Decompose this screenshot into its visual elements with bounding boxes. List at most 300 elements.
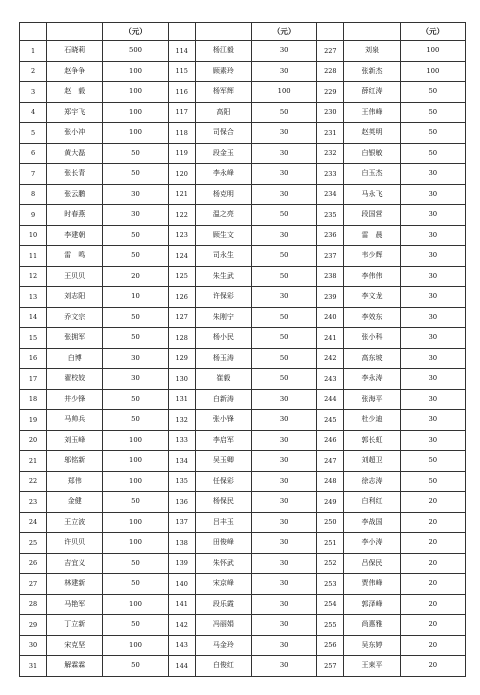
number-cell-1: 25 <box>20 533 47 554</box>
name-cell-2: 顾生文 <box>195 225 251 246</box>
header-number-3 <box>317 23 344 41</box>
table-row <box>20 471 466 492</box>
name-cell-1: 金健 <box>47 492 103 513</box>
amount-cell-2: 30 <box>252 512 317 533</box>
number-cell-2: 114 <box>168 41 195 62</box>
number-cell-1: 7 <box>20 164 47 185</box>
amount-cell-2: 50 <box>252 307 317 328</box>
header-amount-3: （元） <box>400 23 465 41</box>
amount-cell-2: 30 <box>252 164 317 185</box>
number-cell-2: 128 <box>168 328 195 349</box>
amount-cell-3: 50 <box>400 143 465 164</box>
name-cell-3: 赵英明 <box>344 123 400 144</box>
name-cell-2: 温之亮 <box>195 205 251 226</box>
amount-cell-3: 30 <box>400 184 465 205</box>
amount-cell-2: 30 <box>252 410 317 431</box>
name-cell-1: 雷 鸣 <box>47 246 103 267</box>
number-cell-2: 119 <box>168 143 195 164</box>
number-cell-1: 2 <box>20 61 47 82</box>
amount-cell-2: 30 <box>252 533 317 554</box>
amount-cell-3: 20 <box>400 533 465 554</box>
name-cell-2: 任保彩 <box>195 471 251 492</box>
name-cell-2: 朱刚宁 <box>195 307 251 328</box>
table-row <box>20 41 466 62</box>
name-cell-2: 田俊峰 <box>195 533 251 554</box>
table-row <box>20 143 466 164</box>
amount-cell-3: 30 <box>400 205 465 226</box>
number-cell-3: 250 <box>317 512 344 533</box>
name-cell-2: 李永峰 <box>195 164 251 185</box>
name-cell-3: 杜少迪 <box>344 410 400 431</box>
name-cell-3: 王束平 <box>344 656 400 677</box>
table-row <box>20 225 466 246</box>
header-number-1 <box>20 23 47 41</box>
number-cell-3: 252 <box>317 553 344 574</box>
table-row <box>20 328 466 349</box>
header-name-3 <box>344 23 400 41</box>
table-row <box>20 246 466 267</box>
name-cell-1: 丁立新 <box>47 615 103 636</box>
number-cell-3: 243 <box>317 369 344 390</box>
table-row <box>20 389 466 410</box>
name-cell-2: 朱怀武 <box>195 553 251 574</box>
name-cell-1: 马帅兵 <box>47 410 103 431</box>
number-cell-1: 1 <box>20 41 47 62</box>
amount-cell-1: 100 <box>103 533 168 554</box>
name-cell-1: 张小冲 <box>47 123 103 144</box>
number-cell-2: 116 <box>168 82 195 103</box>
number-cell-2: 142 <box>168 615 195 636</box>
amount-cell-3: 30 <box>400 348 465 369</box>
amount-cell-3: 30 <box>400 225 465 246</box>
number-cell-1: 19 <box>20 410 47 431</box>
name-cell-2: 宋京峰 <box>195 574 251 595</box>
number-cell-2: 143 <box>168 635 195 656</box>
name-cell-3: 雷 晨 <box>344 225 400 246</box>
name-cell-3: 白玉杰 <box>344 164 400 185</box>
name-cell-1: 翟校姣 <box>47 369 103 390</box>
table-body <box>20 41 466 677</box>
amount-cell-2: 50 <box>252 369 317 390</box>
name-cell-3: 刘泉 <box>344 41 400 62</box>
name-cell-2: 高阳 <box>195 102 251 123</box>
number-cell-2: 144 <box>168 656 195 677</box>
amount-cell-3: 50 <box>400 82 465 103</box>
name-cell-3: 白利红 <box>344 492 400 513</box>
name-cell-3: 李小涛 <box>344 533 400 554</box>
amount-cell-1: 100 <box>103 123 168 144</box>
name-cell-2: 杨江毅 <box>195 41 251 62</box>
name-cell-1: 黄大磊 <box>47 143 103 164</box>
name-cell-1: 刘玉峰 <box>47 430 103 451</box>
amount-cell-1: 50 <box>103 307 168 328</box>
table-row <box>20 656 466 677</box>
number-cell-1: 5 <box>20 123 47 144</box>
number-cell-3: 251 <box>317 533 344 554</box>
number-cell-3: 234 <box>317 184 344 205</box>
name-cell-3: 李文龙 <box>344 287 400 308</box>
number-cell-1: 17 <box>20 369 47 390</box>
number-cell-3: 244 <box>317 389 344 410</box>
name-cell-3: 白银敏 <box>344 143 400 164</box>
number-cell-3: 236 <box>317 225 344 246</box>
amount-cell-1: 50 <box>103 615 168 636</box>
amount-cell-1: 50 <box>103 389 168 410</box>
number-cell-1: 31 <box>20 656 47 677</box>
name-cell-1: 王立波 <box>47 512 103 533</box>
name-cell-2: 司永生 <box>195 246 251 267</box>
table-row <box>20 369 466 390</box>
table-row <box>20 307 466 328</box>
amount-cell-3: 30 <box>400 246 465 267</box>
amount-cell-1: 30 <box>103 369 168 390</box>
header-row <box>20 23 466 41</box>
amount-cell-1: 100 <box>103 635 168 656</box>
amount-cell-3: 20 <box>400 635 465 656</box>
name-cell-1: 石晓莉 <box>47 41 103 62</box>
amount-cell-2: 50 <box>252 266 317 287</box>
name-cell-1: 许贝贝 <box>47 533 103 554</box>
number-cell-1: 22 <box>20 471 47 492</box>
amount-cell-3: 100 <box>400 61 465 82</box>
amount-cell-3: 30 <box>400 389 465 410</box>
name-cell-2: 李启军 <box>195 430 251 451</box>
amount-cell-2: 30 <box>252 471 317 492</box>
name-cell-2: 杨玉涛 <box>195 348 251 369</box>
number-cell-1: 21 <box>20 451 47 472</box>
number-cell-2: 139 <box>168 553 195 574</box>
number-cell-1: 14 <box>20 307 47 328</box>
number-cell-3: 233 <box>317 164 344 185</box>
amount-cell-3: 30 <box>400 287 465 308</box>
number-cell-1: 12 <box>20 266 47 287</box>
number-cell-3: 229 <box>317 82 344 103</box>
amount-cell-3: 30 <box>400 369 465 390</box>
amount-cell-1: 100 <box>103 102 168 123</box>
amount-cell-3: 50 <box>400 471 465 492</box>
name-cell-2: 杨军辉 <box>195 82 251 103</box>
amount-cell-2: 30 <box>252 615 317 636</box>
number-cell-1: 6 <box>20 143 47 164</box>
table-row <box>20 533 466 554</box>
name-cell-1: 时春燕 <box>47 205 103 226</box>
amount-cell-3: 20 <box>400 574 465 595</box>
table-row <box>20 184 466 205</box>
name-cell-3: 李效东 <box>344 307 400 328</box>
name-cell-1: 白博 <box>47 348 103 369</box>
amount-cell-2: 50 <box>252 348 317 369</box>
name-cell-2: 白俊红 <box>195 656 251 677</box>
name-cell-3: 马永飞 <box>344 184 400 205</box>
amount-cell-1: 100 <box>103 82 168 103</box>
amount-cell-1: 20 <box>103 266 168 287</box>
name-cell-2: 段乐霞 <box>195 594 251 615</box>
name-cell-2: 冯丽娟 <box>195 615 251 636</box>
name-cell-3: 尚惠雅 <box>344 615 400 636</box>
amount-cell-1: 100 <box>103 471 168 492</box>
header-name-1 <box>47 23 103 41</box>
name-cell-3: 刘超卫 <box>344 451 400 472</box>
number-cell-2: 123 <box>168 225 195 246</box>
table-row <box>20 512 466 533</box>
amount-cell-3: 50 <box>400 102 465 123</box>
name-cell-2: 白新涛 <box>195 389 251 410</box>
amount-cell-2: 30 <box>252 656 317 677</box>
amount-cell-2: 30 <box>252 123 317 144</box>
name-cell-1: 吉宜义 <box>47 553 103 574</box>
number-cell-1: 24 <box>20 512 47 533</box>
number-cell-2: 141 <box>168 594 195 615</box>
header-name-2 <box>195 23 251 41</box>
amount-cell-1: 10 <box>103 287 168 308</box>
name-cell-1: 郑伟 <box>47 471 103 492</box>
amount-cell-2: 100 <box>252 82 317 103</box>
amount-cell-1: 50 <box>103 553 168 574</box>
name-cell-3: 郭长虹 <box>344 430 400 451</box>
name-cell-1: 赵争争 <box>47 61 103 82</box>
amount-cell-3: 20 <box>400 512 465 533</box>
amount-cell-3: 20 <box>400 656 465 677</box>
name-cell-3: 韦少辉 <box>344 246 400 267</box>
amount-cell-1: 50 <box>103 410 168 431</box>
amount-cell-1: 50 <box>103 328 168 349</box>
amount-cell-3: 30 <box>400 307 465 328</box>
amount-cell-3: 20 <box>400 615 465 636</box>
donation-table <box>19 22 466 677</box>
amount-cell-3: 50 <box>400 451 465 472</box>
number-cell-1: 3 <box>20 82 47 103</box>
name-cell-1: 井少锋 <box>47 389 103 410</box>
number-cell-1: 11 <box>20 246 47 267</box>
number-cell-3: 242 <box>317 348 344 369</box>
amount-cell-1: 50 <box>103 246 168 267</box>
table-row <box>20 492 466 513</box>
number-cell-3: 249 <box>317 492 344 513</box>
number-cell-3: 253 <box>317 574 344 595</box>
name-cell-1: 林建新 <box>47 574 103 595</box>
number-cell-1: 30 <box>20 635 47 656</box>
table-row <box>20 205 466 226</box>
number-cell-3: 257 <box>317 656 344 677</box>
name-cell-1: 张拥军 <box>47 328 103 349</box>
number-cell-3: 227 <box>317 41 344 62</box>
number-cell-3: 246 <box>317 430 344 451</box>
table-row <box>20 102 466 123</box>
number-cell-1: 10 <box>20 225 47 246</box>
amount-cell-2: 30 <box>252 594 317 615</box>
number-cell-3: 239 <box>317 287 344 308</box>
amount-cell-1: 500 <box>103 41 168 62</box>
name-cell-2: 司保合 <box>195 123 251 144</box>
number-cell-2: 133 <box>168 430 195 451</box>
amount-cell-2: 30 <box>252 430 317 451</box>
table-row <box>20 615 466 636</box>
header-amount-1: （元） <box>103 23 168 41</box>
name-cell-2: 杨克明 <box>195 184 251 205</box>
name-cell-1: 王贝贝 <box>47 266 103 287</box>
number-cell-3: 237 <box>317 246 344 267</box>
name-cell-3: 李战国 <box>344 512 400 533</box>
number-cell-1: 9 <box>20 205 47 226</box>
number-cell-1: 23 <box>20 492 47 513</box>
amount-cell-1: 100 <box>103 61 168 82</box>
amount-cell-2: 30 <box>252 574 317 595</box>
amount-cell-1: 30 <box>103 184 168 205</box>
amount-cell-2: 50 <box>252 205 317 226</box>
name-cell-1: 解霖霖 <box>47 656 103 677</box>
table-row <box>20 635 466 656</box>
header-amount-2: （元） <box>252 23 317 41</box>
number-cell-2: 134 <box>168 451 195 472</box>
number-cell-1: 20 <box>20 430 47 451</box>
number-cell-2: 127 <box>168 307 195 328</box>
amount-cell-3: 30 <box>400 164 465 185</box>
number-cell-1: 27 <box>20 574 47 595</box>
amount-cell-2: 30 <box>252 225 317 246</box>
header-number-2 <box>168 23 195 41</box>
amount-cell-2: 30 <box>252 61 317 82</box>
donation-sheet <box>19 22 466 677</box>
amount-cell-2: 30 <box>252 553 317 574</box>
name-cell-2: 吴玉卿 <box>195 451 251 472</box>
table-row <box>20 61 466 82</box>
amount-cell-2: 50 <box>252 328 317 349</box>
name-cell-2: 杨保民 <box>195 492 251 513</box>
amount-cell-3: 30 <box>400 266 465 287</box>
amount-cell-2: 30 <box>252 287 317 308</box>
name-cell-2: 朱生武 <box>195 266 251 287</box>
amount-cell-1: 50 <box>103 492 168 513</box>
table-row <box>20 553 466 574</box>
name-cell-3: 吕保民 <box>344 553 400 574</box>
amount-cell-1: 50 <box>103 656 168 677</box>
number-cell-2: 125 <box>168 266 195 287</box>
amount-cell-3: 50 <box>400 123 465 144</box>
number-cell-1: 13 <box>20 287 47 308</box>
name-cell-1: 赵 毅 <box>47 82 103 103</box>
name-cell-1: 李建朝 <box>47 225 103 246</box>
amount-cell-2: 30 <box>252 635 317 656</box>
name-cell-3: 段国营 <box>344 205 400 226</box>
number-cell-3: 256 <box>317 635 344 656</box>
amount-cell-2: 50 <box>252 102 317 123</box>
number-cell-2: 140 <box>168 574 195 595</box>
name-cell-2: 顾素玲 <box>195 61 251 82</box>
table-row <box>20 594 466 615</box>
table-row <box>20 82 466 103</box>
name-cell-2: 杨小民 <box>195 328 251 349</box>
number-cell-2: 137 <box>168 512 195 533</box>
amount-cell-2: 30 <box>252 451 317 472</box>
name-cell-1: 郑宇飞 <box>47 102 103 123</box>
number-cell-3: 241 <box>317 328 344 349</box>
name-cell-1: 邬铭新 <box>47 451 103 472</box>
number-cell-3: 238 <box>317 266 344 287</box>
number-cell-2: 130 <box>168 369 195 390</box>
number-cell-2: 129 <box>168 348 195 369</box>
number-cell-1: 29 <box>20 615 47 636</box>
number-cell-1: 26 <box>20 553 47 574</box>
amount-cell-3: 30 <box>400 430 465 451</box>
name-cell-3: 张新杰 <box>344 61 400 82</box>
amount-cell-1: 30 <box>103 205 168 226</box>
table-row <box>20 451 466 472</box>
number-cell-3: 255 <box>317 615 344 636</box>
name-cell-2: 段金玉 <box>195 143 251 164</box>
table-row <box>20 574 466 595</box>
number-cell-3: 245 <box>317 410 344 431</box>
name-cell-3: 张小科 <box>344 328 400 349</box>
number-cell-3: 231 <box>317 123 344 144</box>
amount-cell-1: 100 <box>103 451 168 472</box>
name-cell-2: 吕丰玉 <box>195 512 251 533</box>
number-cell-2: 138 <box>168 533 195 554</box>
amount-cell-3: 20 <box>400 594 465 615</box>
table-row <box>20 164 466 185</box>
number-cell-3: 232 <box>317 143 344 164</box>
name-cell-2: 张小锋 <box>195 410 251 431</box>
name-cell-3: 徐志涛 <box>344 471 400 492</box>
amount-cell-3: 100 <box>400 41 465 62</box>
number-cell-2: 132 <box>168 410 195 431</box>
number-cell-3: 248 <box>317 471 344 492</box>
amount-cell-3: 20 <box>400 492 465 513</box>
name-cell-3: 吴东婷 <box>344 635 400 656</box>
amount-cell-2: 30 <box>252 143 317 164</box>
amount-cell-1: 100 <box>103 512 168 533</box>
amount-cell-2: 50 <box>252 246 317 267</box>
table-row <box>20 348 466 369</box>
amount-cell-3: 20 <box>400 553 465 574</box>
number-cell-1: 15 <box>20 328 47 349</box>
name-cell-1: 刘志阳 <box>47 287 103 308</box>
amount-cell-3: 30 <box>400 410 465 431</box>
number-cell-2: 122 <box>168 205 195 226</box>
name-cell-1: 宋克坚 <box>47 635 103 656</box>
number-cell-2: 135 <box>168 471 195 492</box>
amount-cell-3: 30 <box>400 328 465 349</box>
number-cell-2: 126 <box>168 287 195 308</box>
number-cell-2: 120 <box>168 164 195 185</box>
name-cell-3: 郭泽峰 <box>344 594 400 615</box>
number-cell-2: 124 <box>168 246 195 267</box>
name-cell-3: 李永涛 <box>344 369 400 390</box>
table-row <box>20 123 466 144</box>
number-cell-3: 247 <box>317 451 344 472</box>
amount-cell-2: 30 <box>252 389 317 410</box>
name-cell-3: 贾伟峰 <box>344 574 400 595</box>
amount-cell-1: 50 <box>103 143 168 164</box>
number-cell-3: 235 <box>317 205 344 226</box>
name-cell-1: 马艳军 <box>47 594 103 615</box>
number-cell-3: 240 <box>317 307 344 328</box>
amount-cell-2: 30 <box>252 492 317 513</box>
number-cell-3: 254 <box>317 594 344 615</box>
number-cell-1: 16 <box>20 348 47 369</box>
name-cell-2: 许保彩 <box>195 287 251 308</box>
number-cell-1: 8 <box>20 184 47 205</box>
amount-cell-2: 30 <box>252 184 317 205</box>
name-cell-2: 马金玲 <box>195 635 251 656</box>
table-row <box>20 266 466 287</box>
number-cell-2: 131 <box>168 389 195 410</box>
name-cell-3: 高东坡 <box>344 348 400 369</box>
amount-cell-2: 30 <box>252 41 317 62</box>
name-cell-1: 张云鹏 <box>47 184 103 205</box>
number-cell-3: 230 <box>317 102 344 123</box>
amount-cell-1: 50 <box>103 164 168 185</box>
number-cell-1: 28 <box>20 594 47 615</box>
